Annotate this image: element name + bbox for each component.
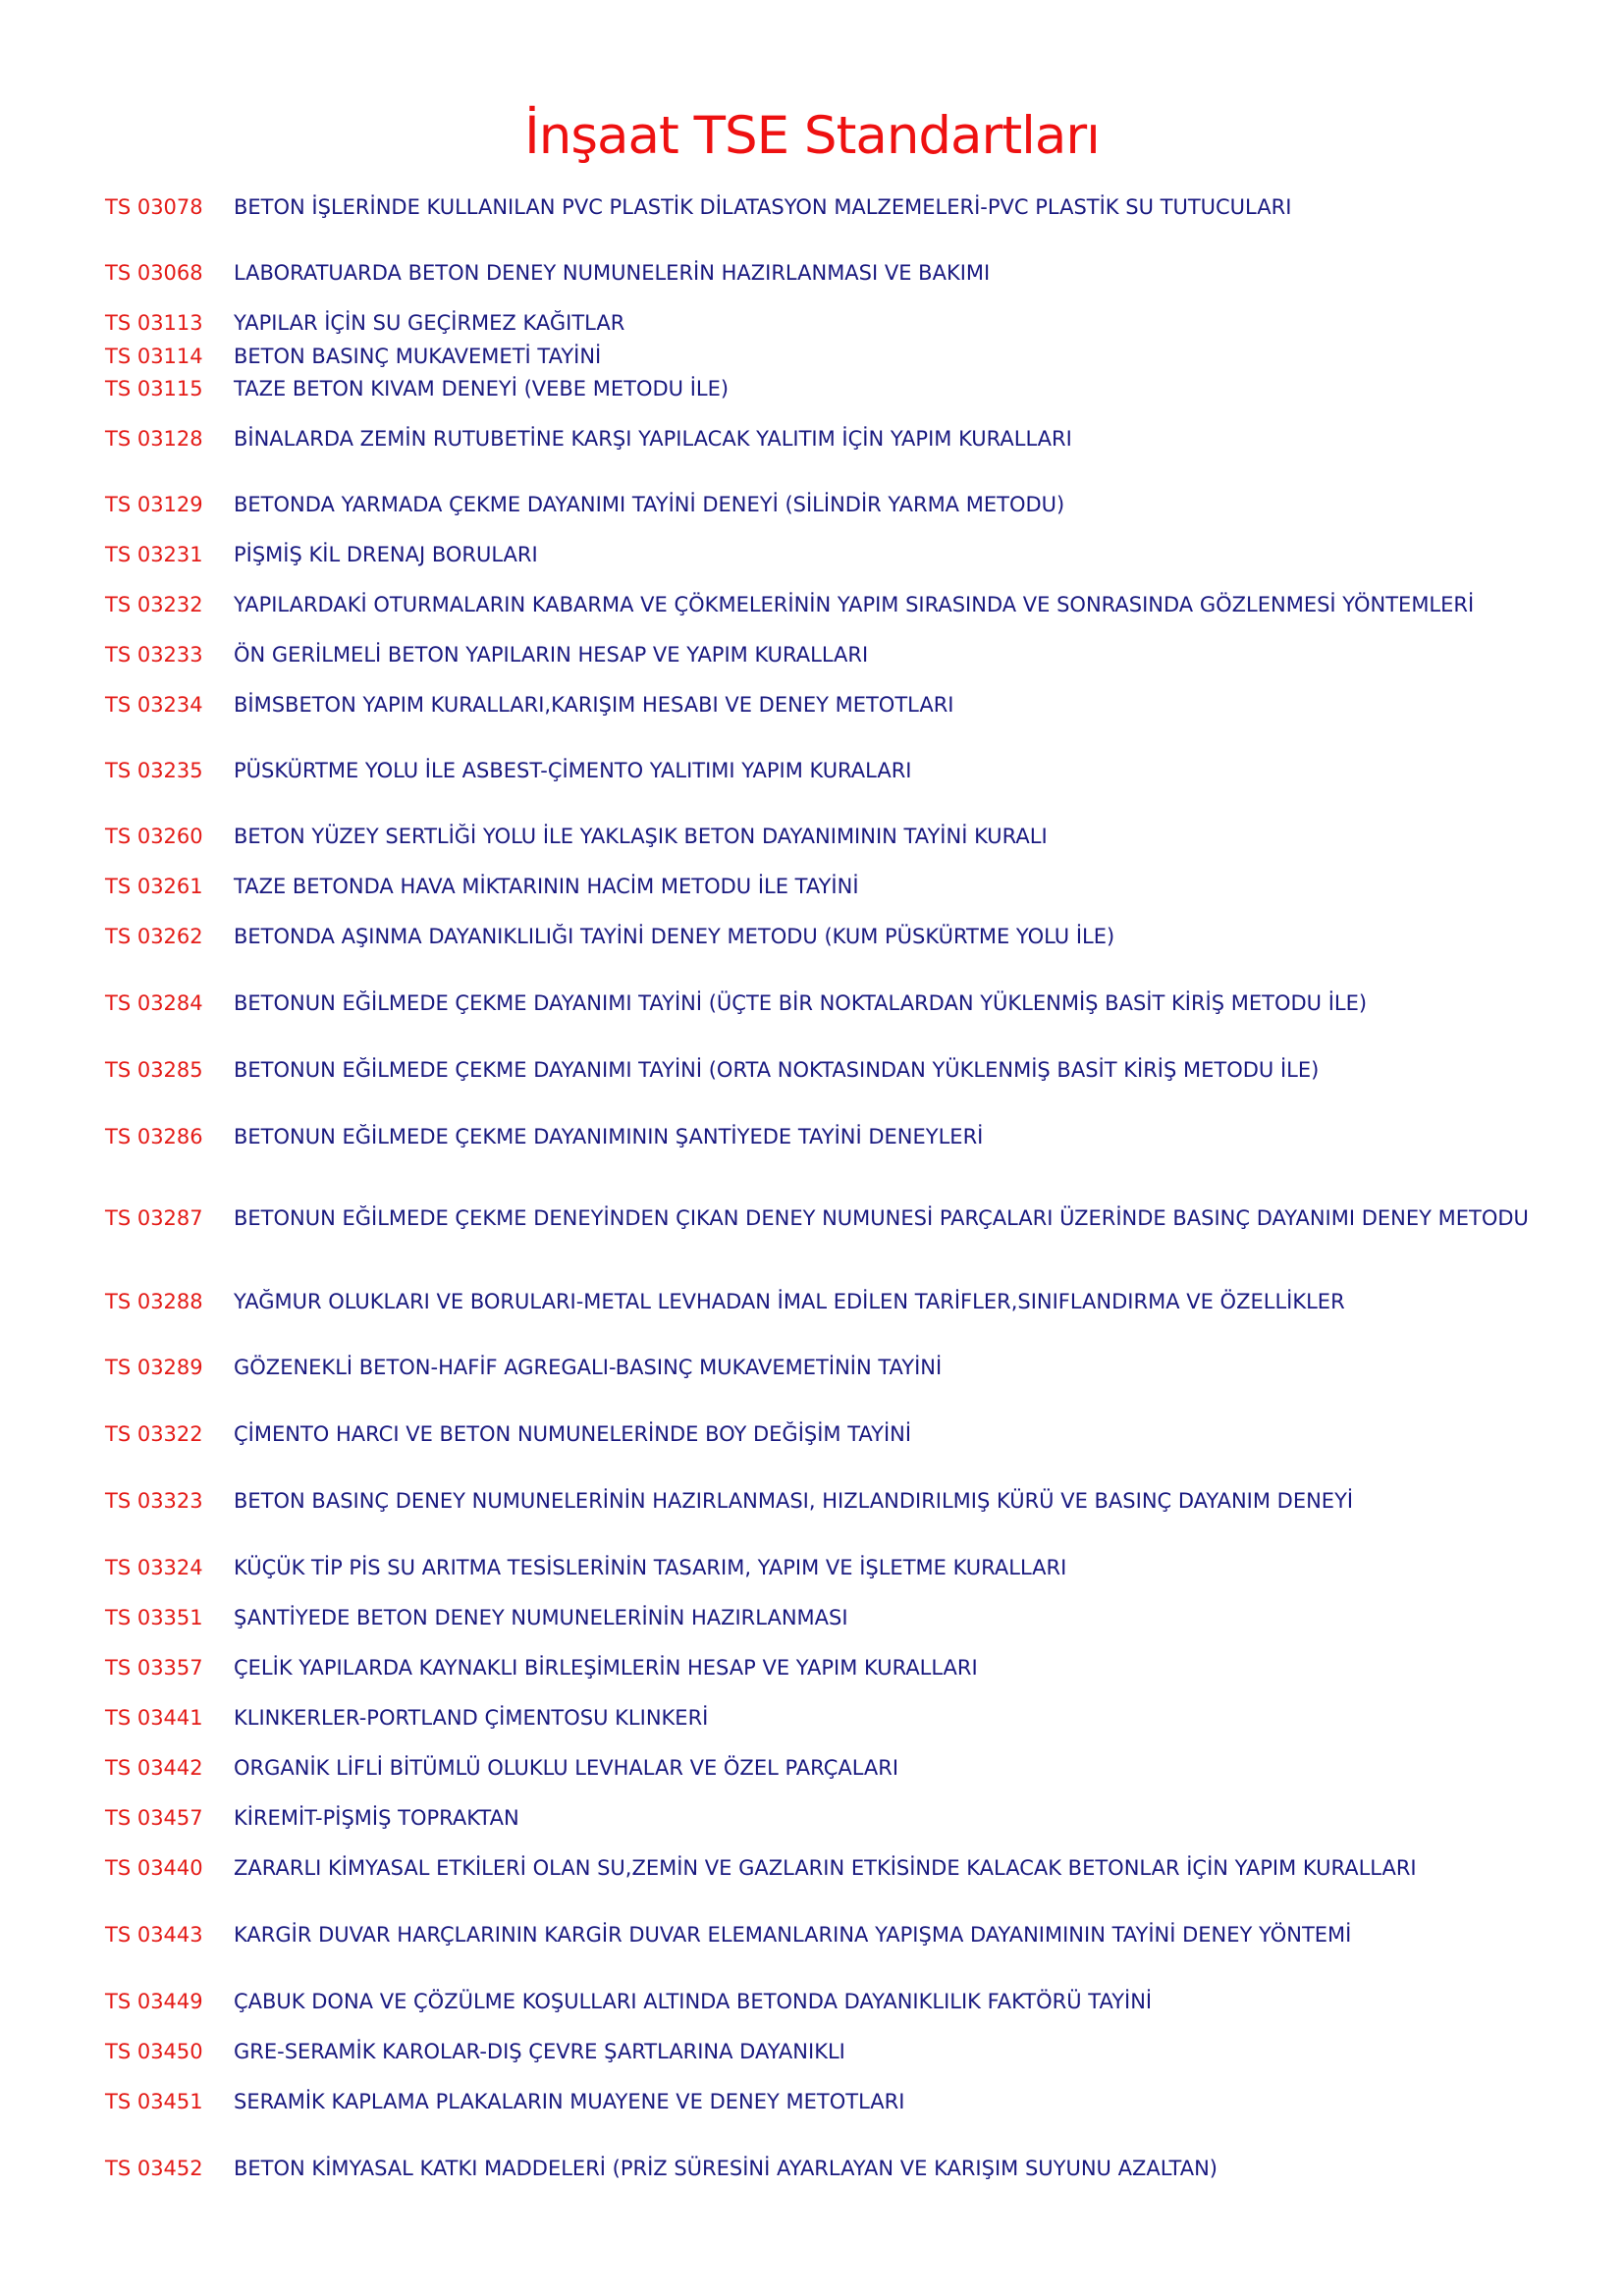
standard-code: TS 03129 bbox=[105, 493, 203, 516]
standard-code: TS 03287 bbox=[105, 1206, 203, 1230]
standard-code: TS 03357 bbox=[105, 1656, 203, 1680]
standard-code: TS 03440 bbox=[105, 1856, 203, 1880]
standard-row bbox=[0, 974, 1624, 1033]
standard-description: ÇABUK DONA VE ÇÖZÜLME KOŞULLARI ALTINDA BETONDA DAYANIKLILIK FAKTÖRÜ TAYİNİ bbox=[234, 1990, 1153, 2013]
standard-code: TS 03078 bbox=[105, 195, 203, 219]
standard-code: TS 03114 bbox=[105, 345, 203, 368]
standard-row bbox=[0, 1471, 1624, 1530]
standard-code: TS 03442 bbox=[105, 1756, 203, 1780]
standard-description: BETON YÜZEY SERTLİĞİ YOLU İLE YAKLAŞIK BETON DAYANIMININ TAYİNİ KURALI bbox=[234, 825, 1048, 848]
standard-code: TS 03441 bbox=[105, 1706, 203, 1730]
standard-description: ZARARLI KİMYASAL ETKİLERİ OLAN SU,ZEMİN VE GAZLARIN ETKİSİNDE KALACAK BETONLAR İÇİN YAPIM KURALLARI bbox=[234, 1856, 1417, 1880]
standard-code: TS 03260 bbox=[105, 825, 203, 848]
standard-row bbox=[0, 2139, 1624, 2198]
standard-row bbox=[0, 741, 1624, 800]
standard-description: BETONDA AŞINMA DAYANIKLILIĞI TAYİNİ DENEY METODU (KUM PÜSKÜRTME YOLU İLE) bbox=[234, 925, 1115, 948]
standard-code: TS 03351 bbox=[105, 1606, 203, 1629]
standard-description: BETON İŞLERİNDE KULLANILAN PVC PLASTİK DİLATASYON MALZEMELERİ-PVC PLASTİK SU TUTUCULARI bbox=[234, 195, 1292, 219]
standard-description: KARGİR DUVAR HARÇLARININ KARGİR DUVAR ELEMANLARINA YAPIŞMA DAYANIMININ TAYİNİ DENEY YÖNTEMİ bbox=[234, 1923, 1352, 1947]
standard-code: TS 03284 bbox=[105, 991, 203, 1015]
standard-row bbox=[0, 1041, 1624, 1099]
standard-description: ORGANİK LİFLİ BİTÜMLÜ OLUKLU LEVHALAR VE ÖZEL PARÇALARI bbox=[234, 1756, 899, 1780]
standard-code: TS 03233 bbox=[105, 643, 203, 667]
standard-code: TS 03235 bbox=[105, 759, 203, 782]
standard-code: TS 03262 bbox=[105, 925, 203, 948]
standard-row bbox=[0, 2072, 1624, 2131]
standard-code: TS 03261 bbox=[105, 875, 203, 898]
standard-row bbox=[0, 907, 1624, 966]
standard-code: TS 03323 bbox=[105, 1489, 203, 1513]
standard-description: ÇİMENTO HARCI VE BETON NUMUNELERİNDE BOY DEĞİŞİM TAYİNİ bbox=[234, 1422, 912, 1446]
standard-row bbox=[0, 1405, 1624, 1464]
standard-description: KLINKERLER-PORTLAND ÇİMENTOSU KLINKERİ bbox=[234, 1706, 709, 1730]
standard-code: TS 03113 bbox=[105, 311, 203, 335]
standard-description: YAPILARDAKİ OTURMALARIN KABARMA VE ÇÖKMELERİNİN YAPIM SIRASINDA VE SONRASINDA GÖZLENMESİ YÖNTEMLERİ bbox=[234, 593, 1475, 616]
standard-description: SERAMİK KAPLAMA PLAKALARIN MUAYENE VE DENEY METOTLARI bbox=[234, 2090, 905, 2113]
standard-code: TS 03324 bbox=[105, 1556, 203, 1579]
page-title: İnşaat TSE Standartları bbox=[524, 106, 1100, 166]
standard-description: YAĞMUR OLUKLARI VE BORULARI-METAL LEVHADAN İMAL EDİLEN TARİFLER,SINIFLANDIRMA VE ÖZELLİKLER bbox=[234, 1290, 1345, 1313]
standard-description: ŞANTİYEDE BETON DENEY NUMUNELERİNİN HAZIRLANMASI bbox=[234, 1606, 848, 1629]
standard-code: TS 03449 bbox=[105, 1990, 203, 2013]
standard-code: TS 03285 bbox=[105, 1058, 203, 1082]
standard-description: KÜÇÜK TİP PİS SU ARITMA TESİSLERİNİN TASARIM, YAPIM VE İŞLETME KURALLARI bbox=[234, 1556, 1067, 1579]
standard-code: TS 03322 bbox=[105, 1422, 203, 1446]
standard-row bbox=[0, 1905, 1624, 1964]
standard-code: TS 03115 bbox=[105, 377, 203, 400]
standard-description: BETON BASINÇ MUKAVEMETİ TAYİNİ bbox=[234, 345, 602, 368]
standard-code: TS 03286 bbox=[105, 1125, 203, 1148]
standard-description: BİMSBETON YAPIM KURALLARI,KARIŞIM HESABI VE DENEY METOTLARI bbox=[234, 693, 954, 717]
standard-code: TS 03289 bbox=[105, 1356, 203, 1379]
standard-description: TAZE BETON KIVAM DENEYİ (VEBE METODU İLE) bbox=[234, 377, 730, 400]
standard-code: TS 03234 bbox=[105, 693, 203, 717]
standard-description: BETONUN EĞİLMEDE ÇEKME DAYANIMININ ŞANTİYEDE TAYİNİ DENEYLERİ bbox=[234, 1125, 984, 1148]
standard-code: TS 03288 bbox=[105, 1290, 203, 1313]
standard-code: TS 03232 bbox=[105, 593, 203, 616]
standard-description: GRE-SERAMİK KAROLAR-DIŞ ÇEVRE ŞARTLARINA DAYANIKLI bbox=[234, 2040, 845, 2063]
standard-code: TS 03450 bbox=[105, 2040, 203, 2063]
standard-description: BETONUN EĞİLMEDE ÇEKME DAYANIMI TAYİNİ (ORTA NOKTASINDAN YÜKLENMİŞ BASİT KİRİŞ METODU İLE) bbox=[234, 1058, 1320, 1082]
standard-code: TS 03068 bbox=[105, 261, 203, 285]
standard-description: LABORATUARDA BETON DENEY NUMUNELERİN HAZIRLANMASI VE BAKIMI bbox=[234, 261, 991, 285]
standard-description: BİNALARDA ZEMİN RUTUBETİNE KARŞI YAPILACAK YALITIM İÇİN YAPIM KURALLARI bbox=[234, 427, 1072, 451]
standard-description: BETONUN EĞİLMEDE ÇEKME DAYANIMI TAYİNİ (ÜÇTE BİR NOKTALARDAN YÜKLENMİŞ BASİT KİRİŞ METODU İLE) bbox=[234, 991, 1368, 1015]
standard-row bbox=[0, 1272, 1624, 1331]
standard-description: ÇELİK YAPILARDA KAYNAKLI BİRLEŞİMLERİN HESAP VE YAPIM KURALLARI bbox=[234, 1656, 978, 1680]
standard-code: TS 03457 bbox=[105, 1806, 203, 1830]
standard-description: YAPILAR İÇİN SU GEÇİRMEZ KAĞITLAR bbox=[234, 311, 625, 335]
standard-row bbox=[0, 675, 1624, 734]
standard-row bbox=[0, 1839, 1624, 1897]
standard-code: TS 03231 bbox=[105, 543, 203, 566]
standard-description: PİŞMİŞ KİL DRENAJ BORULARI bbox=[234, 543, 538, 566]
standard-row bbox=[0, 1107, 1624, 1166]
standard-description: ÖN GERİLMELİ BETON YAPILARIN HESAP VE YAPIM KURALLARI bbox=[234, 643, 869, 667]
standard-description: BETONDA YARMADA ÇEKME DAYANIMI TAYİNİ DENEYİ (SİLİNDİR YARMA METODU) bbox=[234, 493, 1065, 516]
standard-code: TS 03451 bbox=[105, 2090, 203, 2113]
standard-description: PÜSKÜRTME YOLU İLE ASBEST-ÇİMENTO YALITIMI YAPIM KURALARI bbox=[234, 759, 912, 782]
standard-code: TS 03443 bbox=[105, 1923, 203, 1947]
standard-code: TS 03452 bbox=[105, 2157, 203, 2180]
standard-description: BETON BASINÇ DENEY NUMUNELERİNİN HAZIRLANMASI, HIZLANDIRILMIŞ KÜRÜ VE BASINÇ DAYANIM DENEYİ bbox=[234, 1489, 1354, 1513]
standard-row bbox=[0, 178, 1624, 237]
standard-description: TAZE BETONDA HAVA MİKTARININ HACİM METODU İLE TAYİNİ bbox=[234, 875, 859, 898]
standard-description: KİREMİT-PİŞMİŞ TOPRAKTAN bbox=[234, 1806, 519, 1830]
standard-row bbox=[0, 1189, 1624, 1248]
standard-code: TS 03128 bbox=[105, 427, 203, 451]
standard-description: GÖZENEKLİ BETON-HAFİF AGREGALI-BASINÇ MUKAVEMETİNİN TAYİNİ bbox=[234, 1356, 943, 1379]
standard-row bbox=[0, 409, 1624, 468]
standard-row bbox=[0, 1338, 1624, 1397]
standard-description: BETONUN EĞİLMEDE ÇEKME DENEYİNDEN ÇIKAN DENEY NUMUNESİ PARÇALARI ÜZERİNDE BASINÇ DAYANIMI DENEY METODU bbox=[234, 1206, 1529, 1230]
standard-description: BETON KİMYASAL KATKI MADDELERİ (PRİZ SÜRESİNİ AYARLAYAN VE KARIŞIM SUYUNU AZALTAN) bbox=[234, 2157, 1218, 2180]
